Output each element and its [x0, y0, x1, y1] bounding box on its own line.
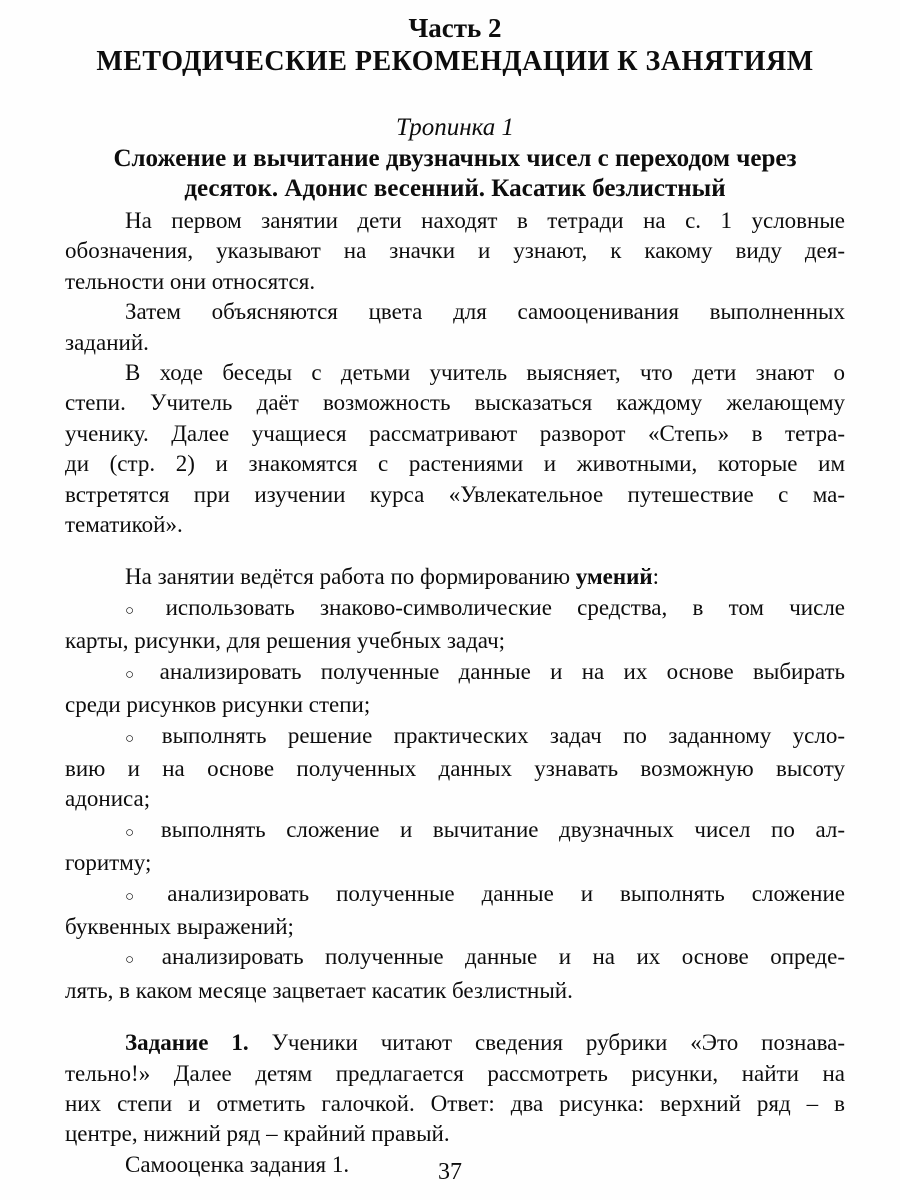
body-text [65, 206, 845, 1180]
text-line: тельно!» Далее детям предлагается рассмотреть рисунки, найти на [65, 1060, 845, 1086]
text-line: На первом занятии дети находят в тетради на с. 1 условные [125, 208, 845, 233]
text-line: горитму; [65, 850, 152, 876]
text-line: карты, рисунки, для решения учебных задач; [65, 628, 506, 654]
paragraph-gap [65, 540, 845, 562]
list-bullet-icon: ○ [125, 666, 148, 683]
text-line: ○ анализировать полученные данные и на их основе выбирать [125, 658, 845, 684]
text-line: них степи и отметить галочкой. Ответ: два рисунка: верхний ряд – в [65, 1090, 845, 1116]
list-bullet-icon: ○ [125, 888, 156, 905]
text-line: ученику. Далее учащиеся рассматривают разворот «Степь» в тетра- [65, 420, 845, 446]
text-line: среди рисунков рисунки степи; [65, 692, 371, 718]
text-line [65, 562, 845, 592]
paragraph-gap [65, 1006, 845, 1028]
text-line: адониса; [65, 786, 151, 812]
text-line: встретятся при изучении курса «Увлекательное путешествие с ма- [65, 481, 845, 507]
text-line: ○ анализировать полученные данные и на их основе опреде- [125, 944, 845, 970]
text-line: тельности они относятся. [65, 268, 316, 294]
text-line: ○ выполнять решение практических задач по заданному усло- [125, 722, 845, 748]
text-line: Самооценка задания 1. [125, 1151, 350, 1177]
text-line: ди (стр. 2) и знакомятся с растениями и животными, которые им [65, 451, 845, 477]
text-line: степи. Учитель даёт возможность высказаться каждому желающему [65, 390, 845, 416]
text-line: ○ анализировать полученные данные и выполнять сложение [125, 880, 845, 906]
text-line: Затем объясняются цвета для самооценивания выполненных [125, 299, 845, 325]
text-line: обозначения, указывают на значки и узнают, к какому виду дея- [65, 238, 845, 264]
emphasized-text: Задание 1. [125, 1030, 249, 1056]
text-segment: На занятии ведётся работа по формированию [125, 564, 576, 590]
text-line: тематикой». [65, 512, 183, 538]
list-bullet-icon: ○ [125, 824, 149, 841]
text-segment: : [652, 564, 659, 590]
text-line: буквенных выражений; [65, 913, 294, 939]
topic-heading [65, 144, 845, 204]
text-line: ○ использовать знаково-символические средства, в том числе [125, 594, 845, 620]
part-heading: Часть 2 [408, 13, 502, 43]
text-line: лять, в каком месяце зацветает касатик безлистный. [65, 977, 573, 1003]
subsection-title: Тропинка 1 [395, 114, 514, 141]
text-line: заданий. [65, 329, 149, 355]
topic-heading-line-1: Сложение и вычитание двузначных чисел с переходом через [113, 145, 797, 172]
topic-heading-line-2: десяток. Адонис весенний. Касатик безлистный [184, 175, 726, 202]
list-bullet-icon: ○ [125, 602, 154, 619]
list-bullet-icon: ○ [125, 952, 150, 969]
text-line [65, 1028, 845, 1058]
text-segment: Ученики читают сведения рубрики «Это познава- [248, 1030, 845, 1056]
text-line: вию и на основе полученных данных узнавать возможную высоту [65, 755, 845, 781]
text-line: В ходе беседы с детьми учитель выясняет, что дети знают о [125, 360, 845, 386]
page-number: 37 [438, 1159, 462, 1185]
document-title: МЕТОДИЧЕСКИЕ РЕКОМЕНДАЦИИ К ЗАНЯТИЯМ [96, 46, 814, 77]
text-line: ○ выполнять сложение и вычитание двузначных чисел по ал- [125, 816, 845, 842]
list-bullet-icon: ○ [125, 730, 150, 747]
text-line: центре, нижний ряд – крайний правый. [65, 1121, 450, 1147]
emphasized-text: умений [575, 564, 653, 590]
